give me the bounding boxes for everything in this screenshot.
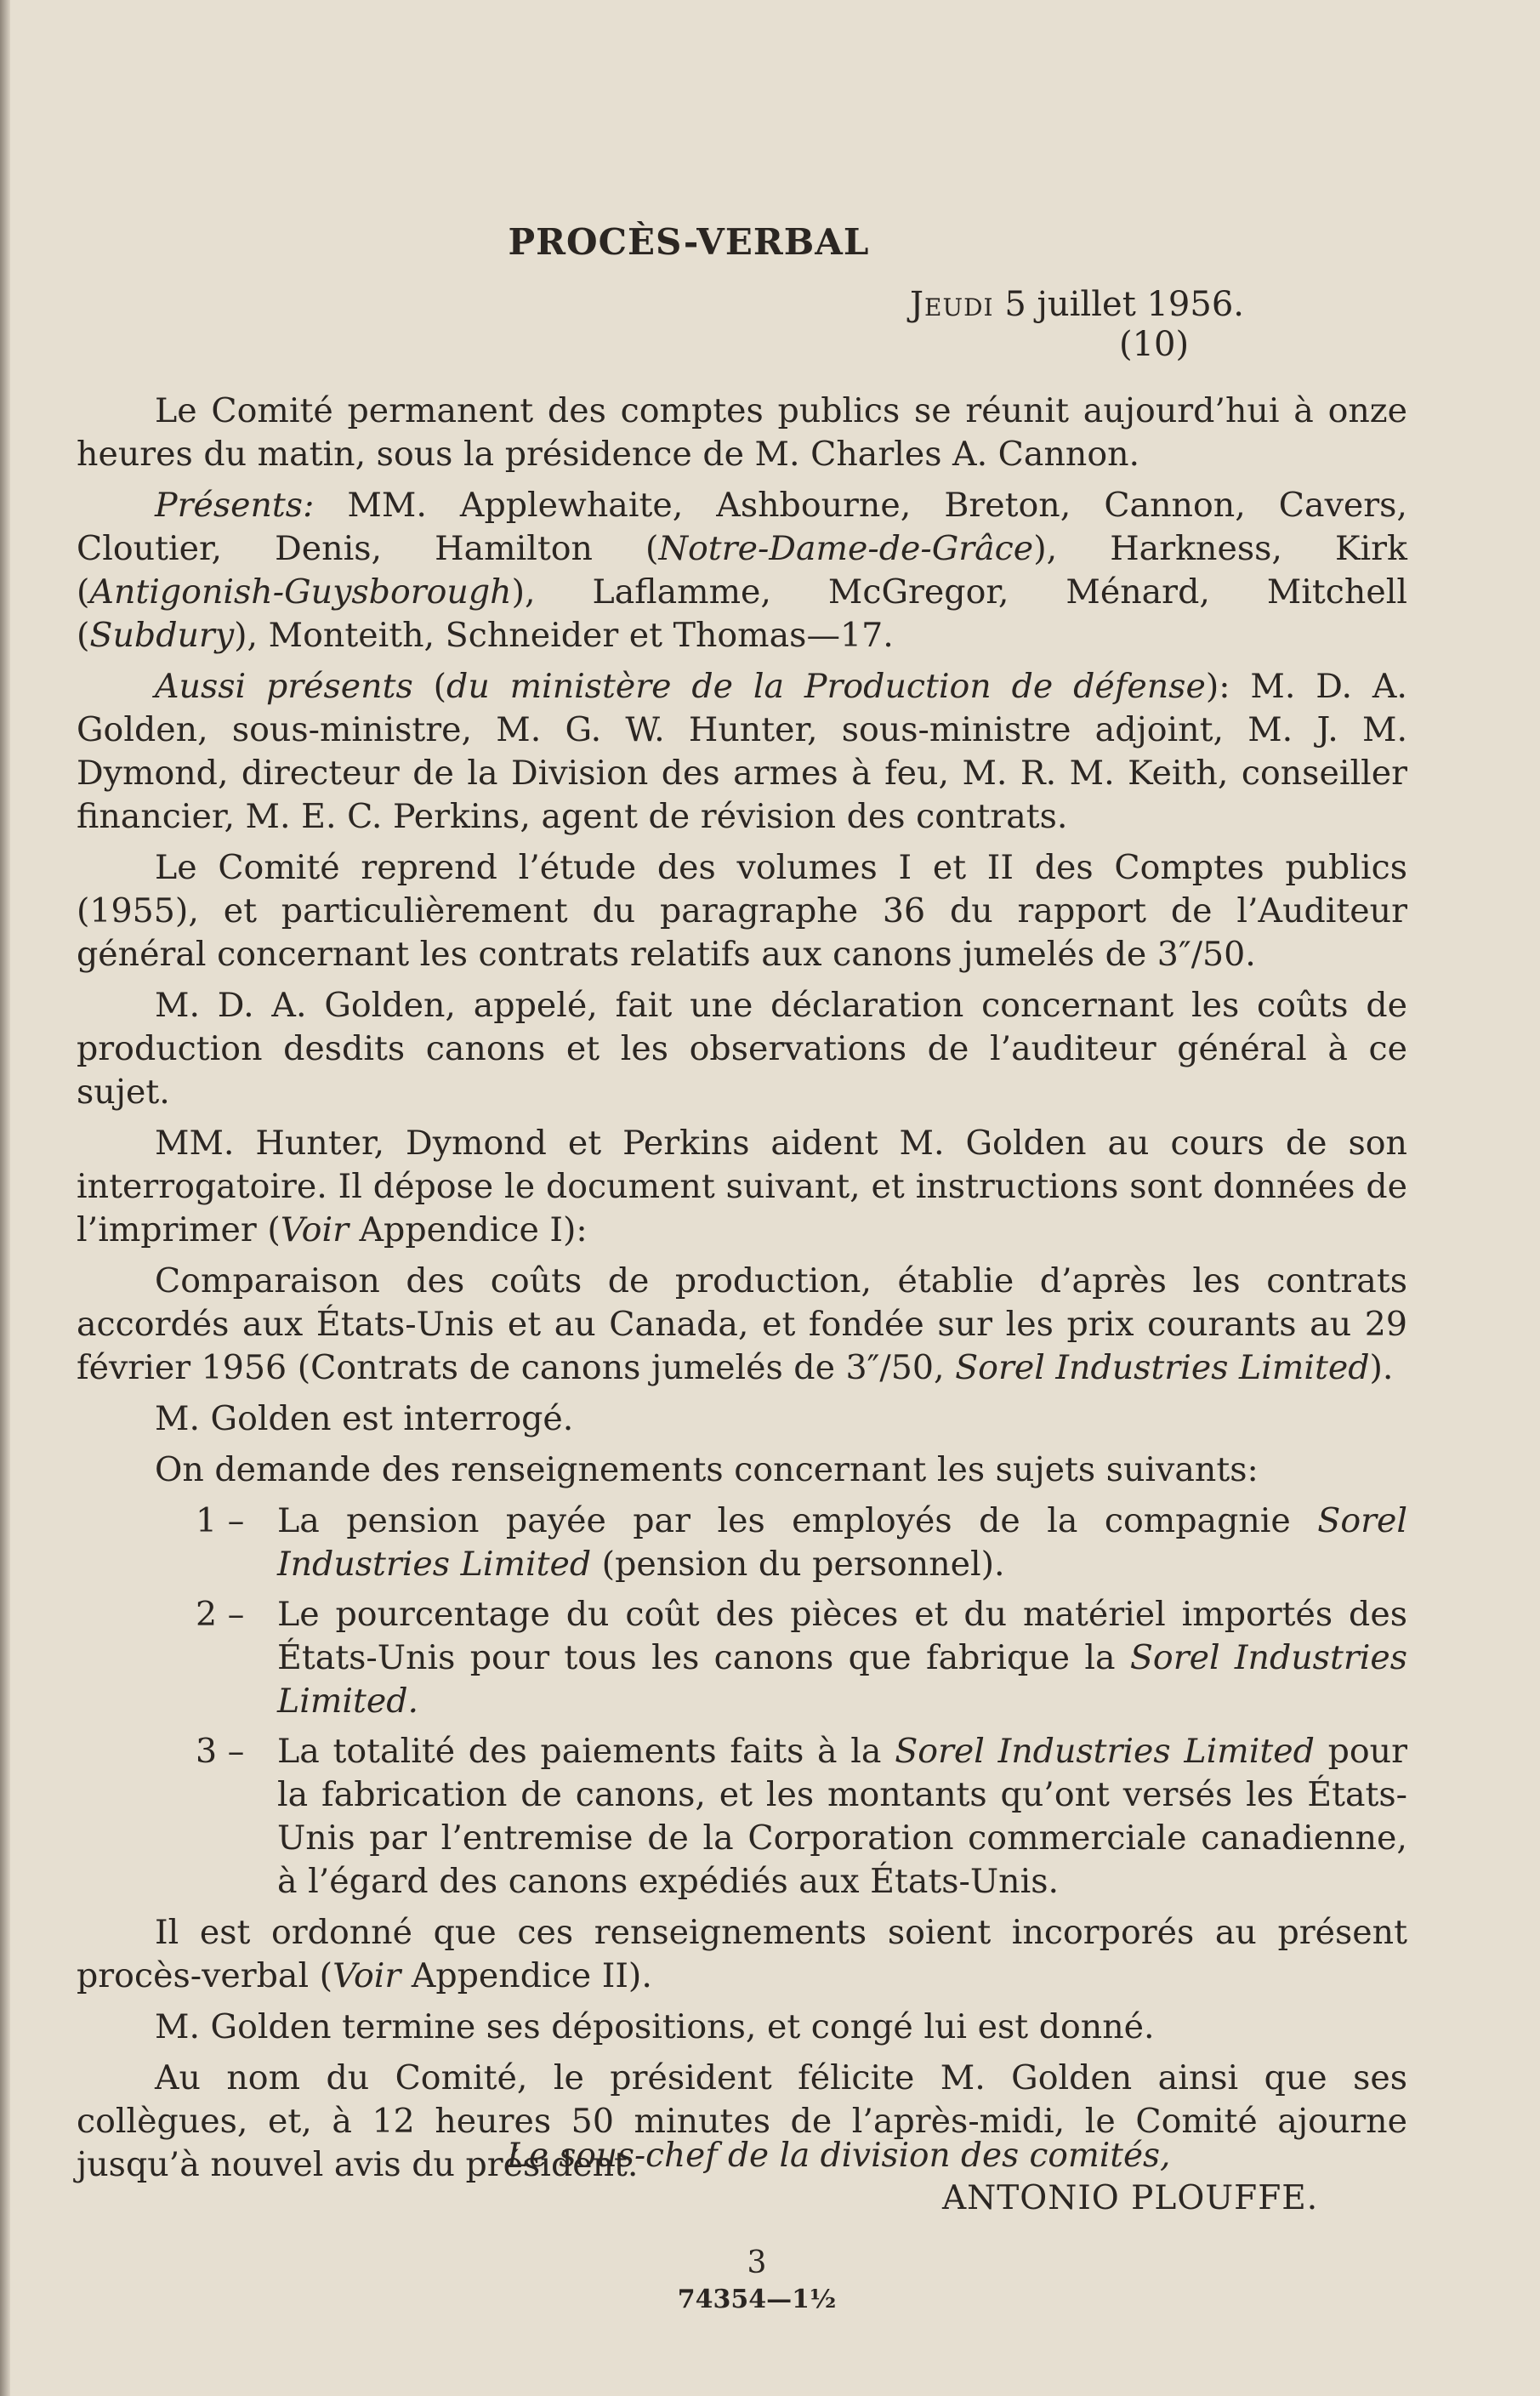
also-present-ministry: du ministère de la Production de défense	[446, 667, 1206, 706]
signature-title: Le sous-chef de la division des comités,	[507, 2137, 1171, 2175]
paragraph-ordered	[77, 1911, 1407, 1998]
list-item	[77, 1500, 1407, 1586]
also-present-text-c: ): M. D. A. Golden, sous-ministre, M. G. W. Hunter, sous-ministre adjoint, M. J. M. Dymond, directeur de la Division des armes à feu, M. R. M. Keith, conseiller financier, M. E. C. Perkins, agent de révision des contrats.	[77, 667, 1407, 836]
quote-text-c: ).	[1369, 1348, 1394, 1387]
ordered-text-c: Appendice II).	[401, 1956, 652, 1995]
paragraph-also-present	[77, 665, 1407, 839]
list-item-number: 1 –	[196, 1501, 245, 1540]
tabled-text-c: Appendice I):	[348, 1210, 588, 1249]
present-text-e: ), Laflamme, McGregor, Ménard, Mitchell (	[77, 572, 1407, 655]
list-item-number: 2 –	[196, 1595, 245, 1634]
paragraph-present	[77, 484, 1407, 657]
information-list	[77, 1500, 1407, 1904]
present-riding-1: Notre-Dame-de-Grâce	[658, 529, 1034, 568]
quote-text-a: Comparaison des coûts de production, établie d’après les contrats accordés aux États-Unis et au Canada, et fondée sur les prix courants au 29 février 1956 (Contrats de canons jumelés de 3″/50,	[77, 1261, 1407, 1387]
also-present-text-a: (	[412, 667, 447, 706]
paragraph-golden-called: M. D. A. Golden, appelé, fait une déclaration concernant les coûts de production desdits canons et les observations de l’auditeur général à ce sujet.	[77, 986, 1407, 1112]
present-riding-3: Subdury	[89, 616, 235, 655]
list-item-text-end: pour la fabrication de canons, et les montants qu’ont versés les États-Unis par l’entremise de la Corporation commerciale canadienne, à l’égard des canons expédiés aux États-Unis.	[277, 1732, 1408, 1901]
ordered-text-a: Il est ordonné que ces renseignements soient incorporés au présent procès-verbal (	[77, 1913, 1407, 1995]
page-title: PROCÈS-VERBAL	[508, 221, 870, 263]
list-item-number: 3 –	[196, 1732, 245, 1771]
tabled-text-a: MM. Hunter, Dymond et Perkins aident M. Golden au cours de son interrogatoire. Il dépose le document suivant, et instructions sont données de l’imprimer (	[77, 1124, 1407, 1249]
page-number: 3	[747, 2245, 767, 2280]
meeting-date	[910, 285, 1244, 324]
paragraph-dismissed: M. Golden termine ses dépositions, et congé lui est donné.	[155, 2007, 1155, 2046]
paragraph-adjourned: Au nom du Comité, le président félicite M. Golden ainsi que ses collègues, et, à 12 heures 50 minutes de l’après-midi, le Comité ajourne jusqu’à nouvel avis du président.	[77, 2058, 1407, 2184]
print-code: 74354—1½	[677, 2285, 837, 2314]
present-riding-2: Antigonish-Guysborough	[89, 572, 512, 612]
list-item-text-end: (pension du personnel).	[591, 1545, 1005, 1584]
signature-name: ANTONIO PLOUFFE.	[942, 2179, 1319, 2217]
date-rest: 5 juillet 1956.	[1004, 285, 1244, 324]
page-edge-shadow	[0, 0, 10, 2396]
list-item-company: Sorel Industries Limited.	[277, 1638, 1407, 1721]
list-item-text: La pension payée par les employés de la compagnie	[277, 1501, 1318, 1540]
list-item-company: Sorel Industries Limited	[895, 1732, 1315, 1771]
quote-company: Sorel Industries Limited	[955, 1348, 1370, 1387]
paragraph-opening: Le Comité permanent des comptes publics se réunit aujourd’hui à onze heures du matin, sous la présidence de M. Charles A. Cannon.	[77, 391, 1407, 474]
list-item	[77, 1593, 1407, 1723]
present-text-c: ), Harkness, Kirk (	[77, 529, 1407, 612]
list-item-company: Sorel Industries Limited	[277, 1501, 1407, 1584]
list-item	[77, 1730, 1407, 1904]
paragraph-document-tabled	[77, 1122, 1407, 1252]
list-item-text: La totalité des paiements faits à la	[277, 1732, 895, 1771]
present-text-g: ), Monteith, Schneider et Thomas—17.	[234, 616, 894, 655]
document-title-quote	[77, 1260, 1407, 1390]
also-present-label: Aussi présents	[155, 667, 413, 706]
tabled-voir: Voir	[280, 1210, 349, 1249]
paragraph-interrogated: M. Golden est interrogé.	[155, 1399, 574, 1438]
list-item-text: Le pourcentage du coût des pièces et du matériel importés des États-Unis pour tous les canons que fabrique la	[277, 1595, 1407, 1677]
paragraph-resume-study: Le Comité reprend l’étude des volumes I et II des Comptes publics (1955), et particulièrement du paragraphe 36 du rapport de l’Auditeur général concernant les contrats relatifs aux canons jumelés de 3″/50.	[77, 848, 1407, 974]
ordered-voir: Voir	[332, 1956, 401, 1995]
paragraph-information-request: On demande des renseignements concernant les sujets suivants:	[155, 1450, 1259, 1489]
sequence-number: (10)	[1119, 325, 1190, 364]
present-text-a: MM. Applewhaite, Ashbourne, Breton, Cannon, Cavers, Cloutier, Denis, Hamilton (	[77, 486, 1407, 568]
date-day: Jeudi	[910, 285, 994, 324]
minutes-body	[77, 390, 1407, 2194]
present-label: Présents:	[155, 486, 315, 525]
